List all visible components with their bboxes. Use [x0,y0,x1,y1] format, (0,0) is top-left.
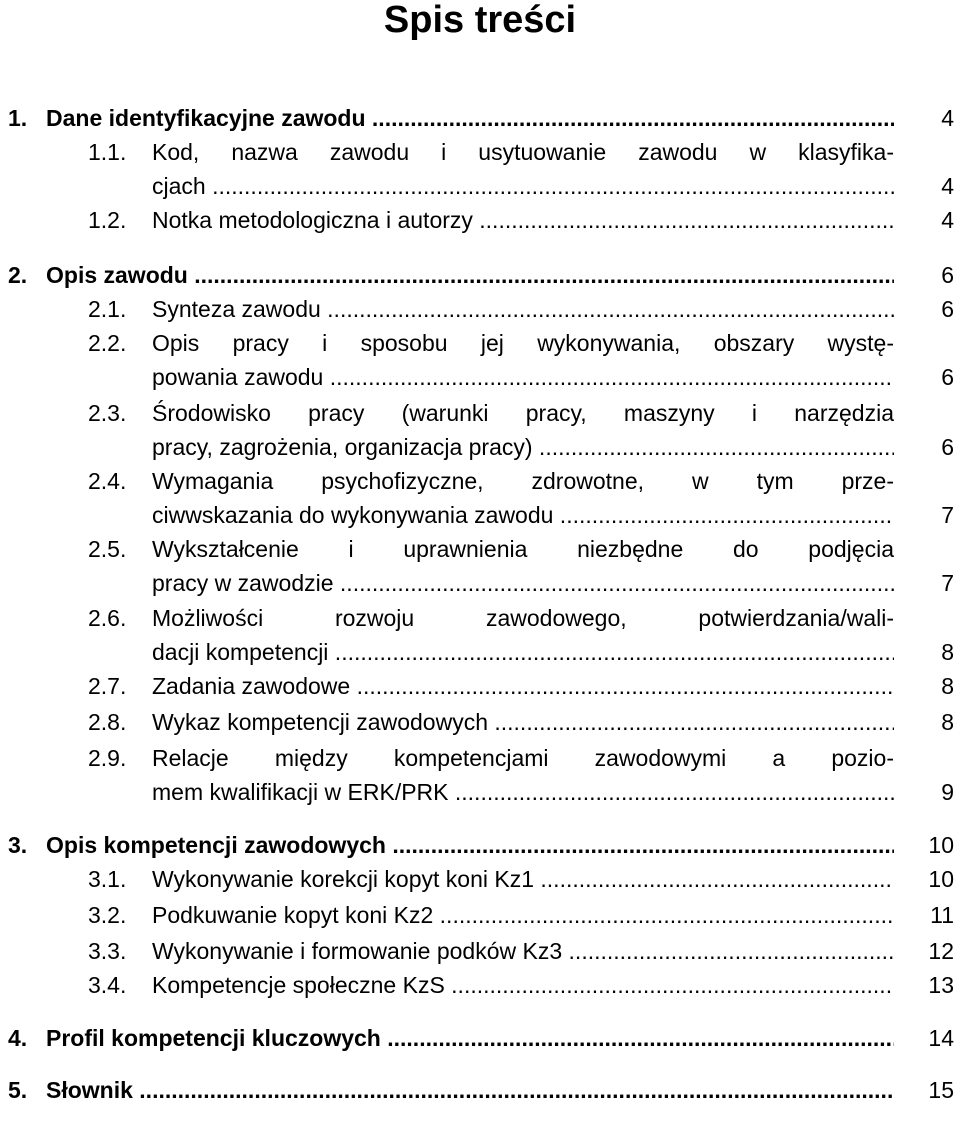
toc-entry-title: Wykształcenie i uprawnienia niezbędne do podjęcia [152,536,894,562]
toc-entry[interactable] [0,292,960,326]
toc-entry[interactable] [0,898,960,932]
toc-entry-page: 6 [941,262,954,288]
toc-entry[interactable] [0,669,960,703]
toc-entry[interactable] [0,566,960,600]
toc-entry-title: Notka metodologiczna i autorzy ..... [152,203,894,237]
toc-entry-number: 2.7. [88,673,127,699]
toc-entry-number: 3.3. [88,938,127,964]
toc-entry-number: 2.3. [88,400,127,426]
toc-entry[interactable] [0,968,960,1002]
toc-entry[interactable] [0,203,960,237]
toc-entry-title: Wymagania psychofizyczne, zdrowotne, w tym prze- [152,468,894,494]
toc-entry-page: 7 [941,570,954,596]
toc-entry-number: 5. [8,1077,28,1103]
toc-entry-page: 10 [928,866,954,892]
toc-entry-title: mem kwalifikacji w ERK/PRK ..... [152,775,894,809]
toc-entry[interactable] [0,934,960,968]
toc-entry-number: 3.4. [88,972,127,998]
toc-entry-title: Wykonywanie korekcji kopyt koni Kz1 ..... [152,862,894,896]
toc-entry[interactable] [0,1021,960,1055]
toc-entry-number: 2.5. [88,536,127,562]
toc-entry-page: 8 [941,673,954,699]
toc-entry-title: dacji kompetencji ..... [152,635,894,669]
toc-entry[interactable] [0,135,960,169]
toc-entry-number: 2.8. [88,709,127,735]
toc-entry[interactable] [0,498,960,532]
toc-entry-page: 12 [928,938,954,964]
toc-entry-page: 8 [941,639,954,665]
toc-entry-number: 3. [8,832,28,858]
toc-entry-page: 8 [941,709,954,735]
toc-entry-number: 2.9. [88,745,127,771]
toc-entry-number: 2. [8,262,28,288]
toc-entry[interactable] [0,862,960,896]
toc-entry-title: ciwwskazania do wykonywania zawodu ..... [152,498,894,532]
toc-entry-title: Synteza zawodu ..... [152,292,894,326]
toc-entry[interactable] [0,705,960,739]
toc-entry-page: 6 [941,364,954,390]
toc-entry[interactable] [0,169,960,203]
toc-entry-page: 4 [941,173,954,199]
toc-entry[interactable] [0,101,960,135]
toc-entry-title: Kompetencje społeczne KzS ..... [152,968,894,1002]
toc-entry-title: Dane identyfikacyjne zawodu ..... [46,101,894,135]
toc-entry-page: 14 [928,1025,954,1051]
toc-entry-number: 1.2. [88,207,127,233]
toc-entry-page: 9 [941,779,954,805]
toc-entry-title: powania zawodu ..... [152,360,894,394]
toc-entry[interactable] [0,464,960,498]
toc-entry[interactable] [0,430,960,464]
toc-entry-page: 4 [941,105,954,131]
toc-entry-title: Podkuwanie kopyt koni Kz2 ..... [152,898,894,932]
toc-entry-number: 3.2. [88,902,127,928]
toc-entry-title: Opis kompetencji zawodowych ..... [46,828,894,862]
page-title: Spis treści [383,0,577,41]
toc-entry[interactable] [0,258,960,292]
toc-entry-page: 15 [928,1077,954,1103]
toc-entry-number: 2.6. [88,605,127,631]
toc-entry-page: 6 [941,434,954,460]
toc-entry[interactable] [0,828,960,862]
toc-entry[interactable] [0,326,960,360]
toc-entry-number: 2.1. [88,296,127,322]
toc-entry-number: 1. [8,105,28,131]
toc-entry[interactable] [0,360,960,394]
toc-entry-page: 11 [930,902,954,928]
toc-entry-title: Kod, nazwa zawodu i usytuowanie zawodu w klasyfika- [152,139,894,165]
toc-entry-number: 2.2. [88,330,127,356]
toc-entry-title: Środowisko pracy (warunki pracy, maszyny i narzędzia [152,400,894,426]
toc-entry-title: Możliwości rozwoju zawodowego, potwierdzania/wali- [152,605,894,631]
toc-entry-number: 2.4. [88,468,127,494]
toc-entry-title: Relacje między kompetencjami zawodowymi a pozio- [152,745,894,771]
toc-entry-page: 6 [941,296,954,322]
toc-entry[interactable] [0,775,960,809]
toc-entry[interactable] [0,1073,960,1107]
toc-entry-title: Wykonywanie i formowanie podków Kz3 ..... [152,934,894,968]
toc-entry-page: 7 [941,502,954,528]
toc-entry-number: 3.1. [88,866,127,892]
toc-entry-page: 10 [928,832,954,858]
toc-entry-title: cjach ..... [152,169,894,203]
toc-entry-title: Profil kompetencji kluczowych ..... [46,1021,894,1055]
toc-entry[interactable] [0,741,960,775]
toc-entry[interactable] [0,396,960,430]
toc-entry-title: Słownik ..... [46,1073,894,1107]
toc-entry[interactable] [0,635,960,669]
toc-entry-title: Opis zawodu ..... [46,258,894,292]
toc-entry-title: Zadania zawodowe ..... [152,669,894,703]
toc-entry-page: 13 [928,972,954,998]
toc-entry-title: pracy w zawodzie ..... [152,566,894,600]
toc-entry-title: pracy, zagrożenia, organizacja pracy) ..... [152,430,894,464]
toc-entry[interactable] [0,601,960,635]
toc-entry[interactable] [0,532,960,566]
toc-entry-page: 4 [941,207,954,233]
toc-entry-title: Opis pracy i sposobu jej wykonywania, obszary wystę- [152,330,894,356]
toc-entry-title: Wykaz kompetencji zawodowych ..... [152,705,894,739]
toc-entry-number: 4. [8,1025,28,1051]
toc-entry-number: 1.1. [88,139,127,165]
